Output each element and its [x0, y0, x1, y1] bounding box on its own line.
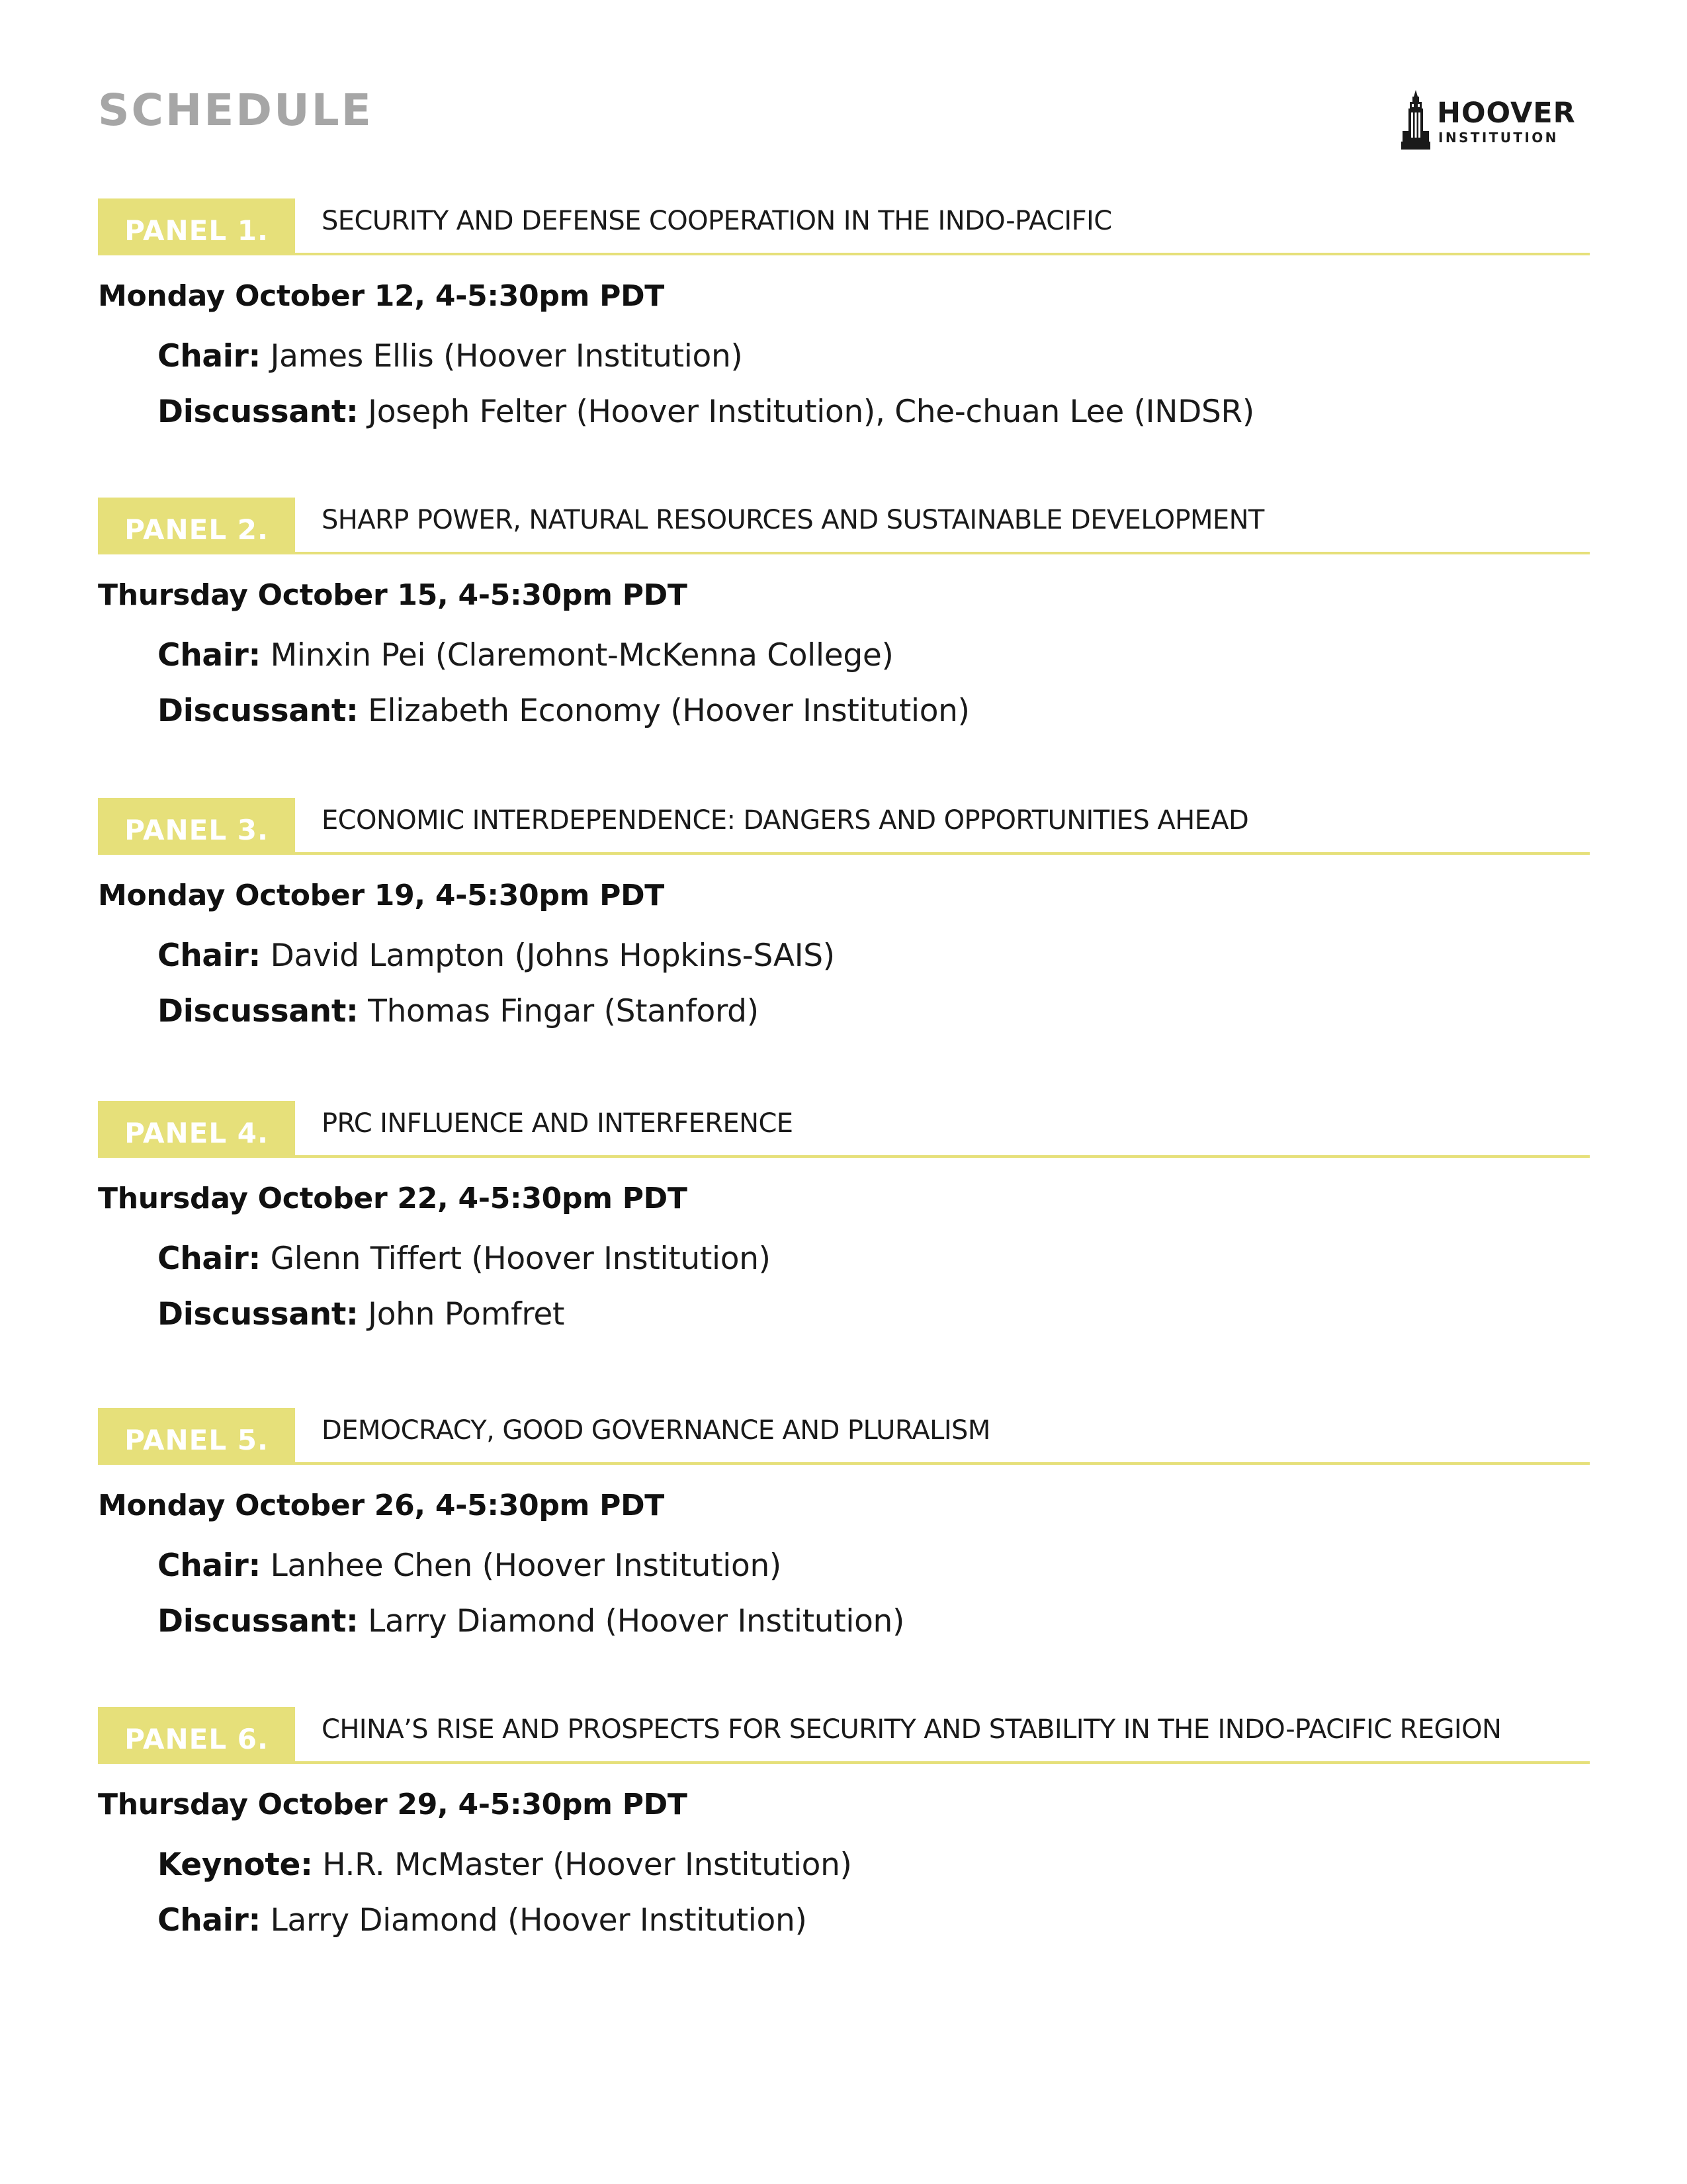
- panel-roles: [157, 628, 1590, 739]
- panel-divider: [295, 552, 1590, 554]
- panel-divider: [295, 1761, 1590, 1764]
- panel-header: [98, 498, 1590, 554]
- panel-title: PRC INFLUENCE AND INTERFERENCE: [322, 1108, 793, 1139]
- role-label: Chair:: [157, 337, 261, 374]
- role-value: James Ellis (Hoover Institution): [270, 337, 743, 374]
- role-row: [157, 928, 1590, 984]
- role-row: [157, 329, 1590, 384]
- logo-subtitle: INSTITUTION: [1438, 130, 1559, 146]
- panel-roles: [157, 1538, 1590, 1649]
- hoover-tower-icon: [1401, 90, 1430, 150]
- panel-1: [98, 198, 1590, 440]
- panel-badge: PANEL 3.: [98, 798, 295, 855]
- role-value: Joseph Felter (Hoover Institution), Che-chuan Lee (INDSR): [368, 393, 1254, 430]
- panel-title: CHINA’S RISE AND PROSPECTS FOR SECURITY AND STABILITY IN THE INDO-PACIFIC REGION: [322, 1714, 1502, 1745]
- panel-header: [98, 198, 1590, 255]
- panel-divider: [295, 253, 1590, 255]
- role-row: [157, 1594, 1590, 1649]
- role-label: Chair:: [157, 1901, 261, 1939]
- panel-title: SECURITY AND DEFENSE COOPERATION IN THE INDO-PACIFIC: [322, 206, 1112, 236]
- role-label: Discussant:: [157, 692, 359, 729]
- role-row: [157, 384, 1590, 440]
- panel-badge: PANEL 4.: [98, 1101, 295, 1158]
- role-label: Discussant:: [157, 1602, 359, 1639]
- panel-date: Thursday October 15, 4-5:30pm PDT: [98, 578, 687, 612]
- panel-badge: PANEL 5.: [98, 1408, 295, 1465]
- panel-header: [98, 1707, 1590, 1764]
- role-label: Chair:: [157, 937, 261, 974]
- role-label: Discussant:: [157, 992, 359, 1029]
- panel-badge: PANEL 1.: [98, 198, 295, 255]
- role-value: Glenn Tiffert (Hoover Institution): [270, 1240, 771, 1277]
- panel-6: [98, 1707, 1590, 1948]
- role-value: H.R. McMaster (Hoover Institution): [322, 1846, 852, 1883]
- panel-title: ECONOMIC INTERDEPENDENCE: DANGERS AND OPPORTUNITIES AHEAD: [322, 805, 1249, 836]
- role-value: Elizabeth Economy (Hoover Institution): [368, 692, 970, 729]
- panel-4: [98, 1101, 1590, 1342]
- panel-3: [98, 798, 1590, 1039]
- panel-header: [98, 798, 1590, 855]
- panel-roles: [157, 329, 1590, 440]
- role-row: [157, 1538, 1590, 1594]
- role-row: [157, 628, 1590, 683]
- role-label: Discussant:: [157, 1295, 359, 1332]
- panel-date: Thursday October 29, 4-5:30pm PDT: [98, 1788, 687, 1821]
- panel-date: Monday October 12, 4-5:30pm PDT: [98, 279, 665, 313]
- role-label: Chair:: [157, 1240, 261, 1277]
- panel-roles: [157, 928, 1590, 1039]
- role-value: Lanhee Chen (Hoover Institution): [270, 1547, 781, 1584]
- page-title: SCHEDULE: [98, 85, 373, 136]
- panel-date: Monday October 19, 4-5:30pm PDT: [98, 879, 665, 912]
- role-row: [157, 1287, 1590, 1342]
- panel-roles: [157, 1837, 1590, 1948]
- panel-badge: PANEL 2.: [98, 498, 295, 554]
- panel-date: Thursday October 22, 4-5:30pm PDT: [98, 1182, 687, 1215]
- logo-wordmark: HOOVER: [1437, 97, 1576, 130]
- panel-title: DEMOCRACY, GOOD GOVERNANCE AND PLURALISM: [322, 1415, 990, 1446]
- hoover-logo: [1401, 90, 1588, 150]
- role-value: David Lampton (Johns Hopkins-SAIS): [270, 937, 835, 974]
- role-label: Discussant:: [157, 393, 359, 430]
- panel-header: [98, 1101, 1590, 1158]
- panel-divider: [295, 1155, 1590, 1158]
- panel-divider: [295, 1462, 1590, 1465]
- role-label: Chair:: [157, 1547, 261, 1584]
- panel-divider: [295, 852, 1590, 855]
- role-label: Keynote:: [157, 1846, 313, 1883]
- role-value: Larry Diamond (Hoover Institution): [270, 1901, 807, 1939]
- panel-badge: PANEL 6.: [98, 1707, 295, 1764]
- role-label: Chair:: [157, 636, 261, 674]
- panel-header: [98, 1408, 1590, 1465]
- role-value: Minxin Pei (Claremont-McKenna College): [270, 636, 894, 674]
- role-row: [157, 1231, 1590, 1287]
- role-row: [157, 984, 1590, 1039]
- panel-5: [98, 1408, 1590, 1649]
- panel-title: SHARP POWER, NATURAL RESOURCES AND SUSTAINABLE DEVELOPMENT: [322, 505, 1264, 535]
- role-row: [157, 1893, 1590, 1948]
- role-value: Thomas Fingar (Stanford): [368, 992, 759, 1029]
- role-value: Larry Diamond (Hoover Institution): [368, 1602, 905, 1639]
- role-value: John Pomfret: [368, 1295, 565, 1332]
- panel-roles: [157, 1231, 1590, 1342]
- panel-date: Monday October 26, 4-5:30pm PDT: [98, 1489, 665, 1522]
- role-row: [157, 683, 1590, 739]
- panel-2: [98, 498, 1590, 739]
- role-row: [157, 1837, 1590, 1893]
